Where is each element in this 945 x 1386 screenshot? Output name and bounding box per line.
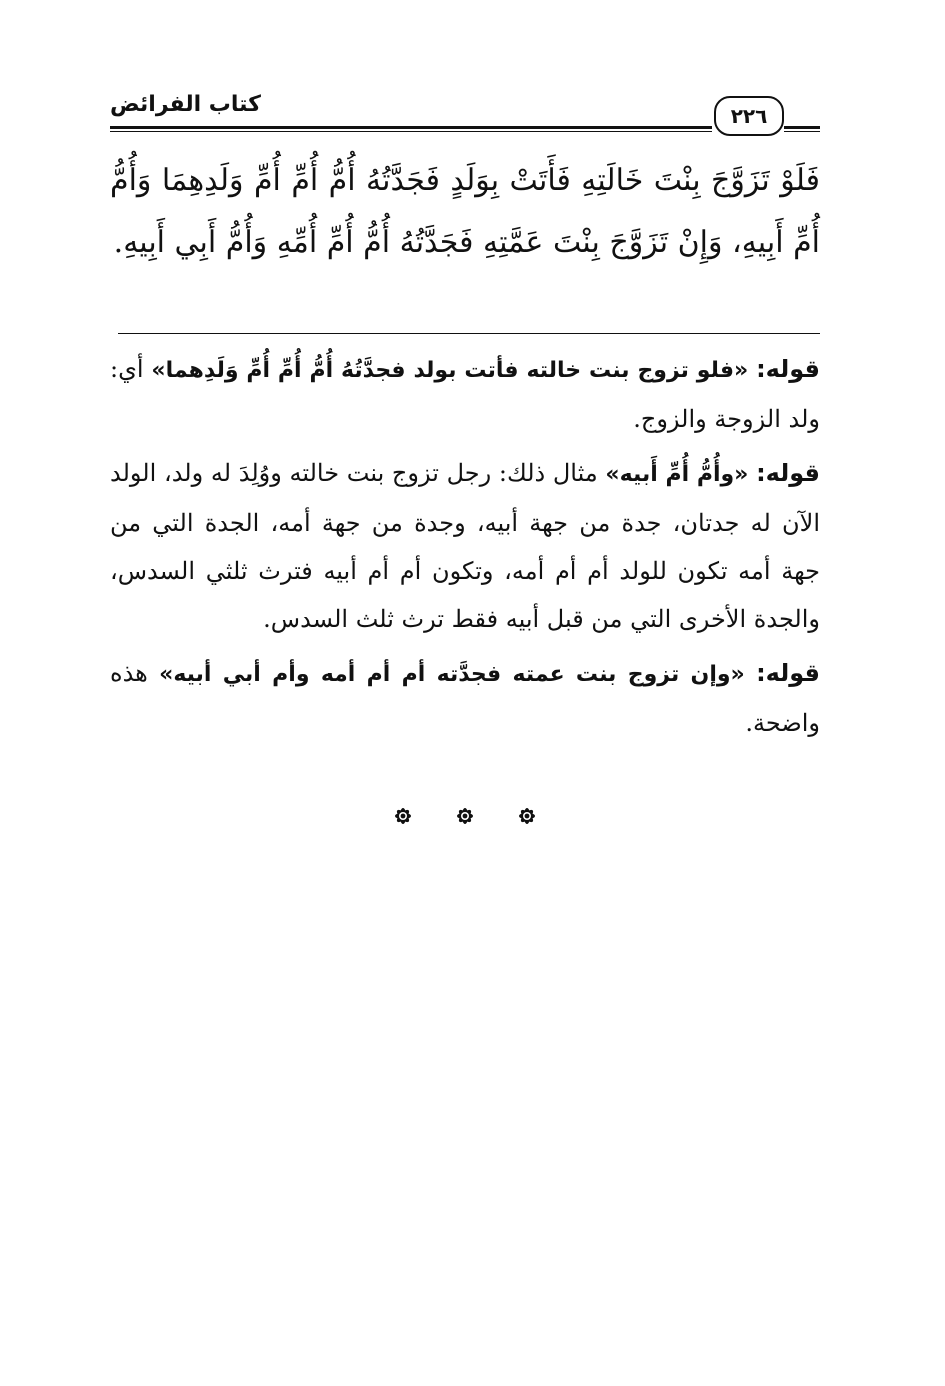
commentary-paragraph xyxy=(110,345,820,443)
commentary-paragraph xyxy=(110,649,820,747)
flower-ornament-icon xyxy=(514,803,540,829)
commentary xyxy=(110,345,820,753)
matn-divider xyxy=(118,333,820,334)
flower-ornament-icon xyxy=(390,803,416,829)
commentary-label: قوله: xyxy=(756,355,820,383)
commentary-paragraph xyxy=(110,449,820,643)
header-rule-end xyxy=(784,126,820,132)
commentary-quote: «فلو تزوج بنت خالته فأتت بولد فجدَّتُهُ أُمُّ أُمِّ أُمِّ وَلَدِهما» xyxy=(151,358,749,383)
header-rule xyxy=(110,126,712,132)
commentary-label: قوله: xyxy=(756,459,820,487)
commentary-body: مثال ذلك: رجل تزوج بنت خالته ووُلِدَ له ولد، الولد الآن له جدتان، جدة من جهة أبيه، وجدة من جهة أمه، الجدة التي من جهة أمه تكون للولد أم أم أمه، وتكون أم أم أبيه فترث ثلثي السدس، والجدة الأخرى التي من قبل أبيه فقط ترث ثلث السدس. xyxy=(110,459,820,633)
commentary-body: هذه واضحة. xyxy=(110,659,820,737)
flower-ornament-icon xyxy=(452,803,478,829)
page-number-frame xyxy=(714,96,784,136)
book-title: كتاب الفرائض xyxy=(110,92,261,117)
commentary-label: قوله: xyxy=(756,659,820,687)
page-number: ٢٢٦ xyxy=(730,104,768,128)
commentary-quote: «وأُمُّ أُمِّ أَبيه» xyxy=(605,462,749,487)
commentary-quote: «وإن تزوج بنت عمته فجدَّته أم أم أمه وأم أبي أبيه» xyxy=(159,662,745,687)
commentary-body: أي: ولد الزوجة والزوج. xyxy=(110,355,820,433)
section-end-ornaments xyxy=(390,803,540,829)
matn-text: فَلَوْ تَزَوَّجَ بِنْتَ خَالَتِهِ فَأَتَتْ بِوَلَدٍ فَجَدَّتُهُ أُمُّ أُمِّ أُمِّ وَلَدِهِمَا وَأُمُّ أُمِّ أَبِيهِ، وَإِنْ تَزَوَّجَ بِنْتَ عَمَّتِهِ فَجَدَّتُهُ أُمُّ أُمِّ أُمِّهِ وَأُمُّ أَبِي أَبِيهِ. xyxy=(110,163,820,260)
